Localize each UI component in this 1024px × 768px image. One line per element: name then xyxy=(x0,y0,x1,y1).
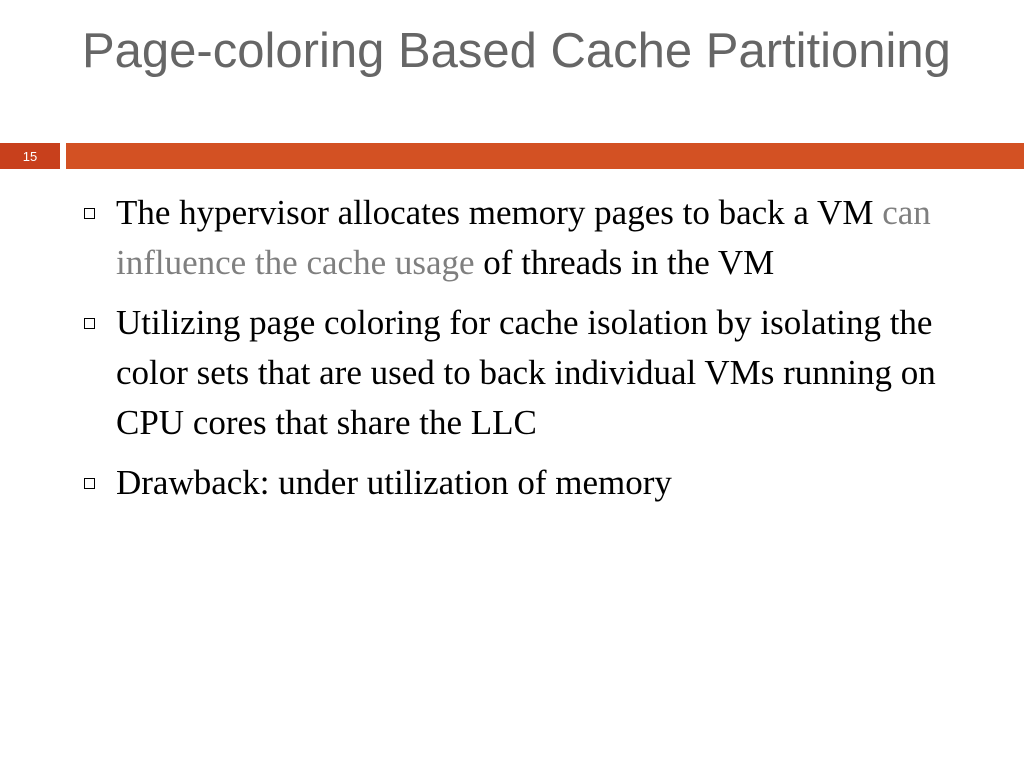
bullet-text: Drawback: under utilization of memory xyxy=(116,463,672,502)
hollow-square-bullet-icon xyxy=(84,208,95,219)
bullet-text-highlight: can influence the cache usage xyxy=(116,193,931,282)
accent-bar xyxy=(66,143,1024,169)
bullet-text: Utilizing page coloring for cache isolation by isolating the color sets that are used to back individual VMs running on CPU cores that share the LLC xyxy=(116,303,936,442)
bullet-text-after: of threads in the VM xyxy=(474,243,775,282)
bullet-item-1 xyxy=(80,188,980,288)
bullet-item-2 xyxy=(80,298,980,448)
page-number-box xyxy=(0,143,60,169)
hollow-square-bullet-icon xyxy=(84,478,95,489)
slide-title: Page-coloring Based Cache Partitioning xyxy=(82,24,951,78)
bullet-text-before: The hypervisor allocates memory pages to back a VM xyxy=(116,193,883,232)
page-number: 15 xyxy=(22,148,38,164)
bullet-list xyxy=(80,188,980,518)
bullet-item-3 xyxy=(80,458,980,508)
hollow-square-bullet-icon xyxy=(84,318,95,329)
